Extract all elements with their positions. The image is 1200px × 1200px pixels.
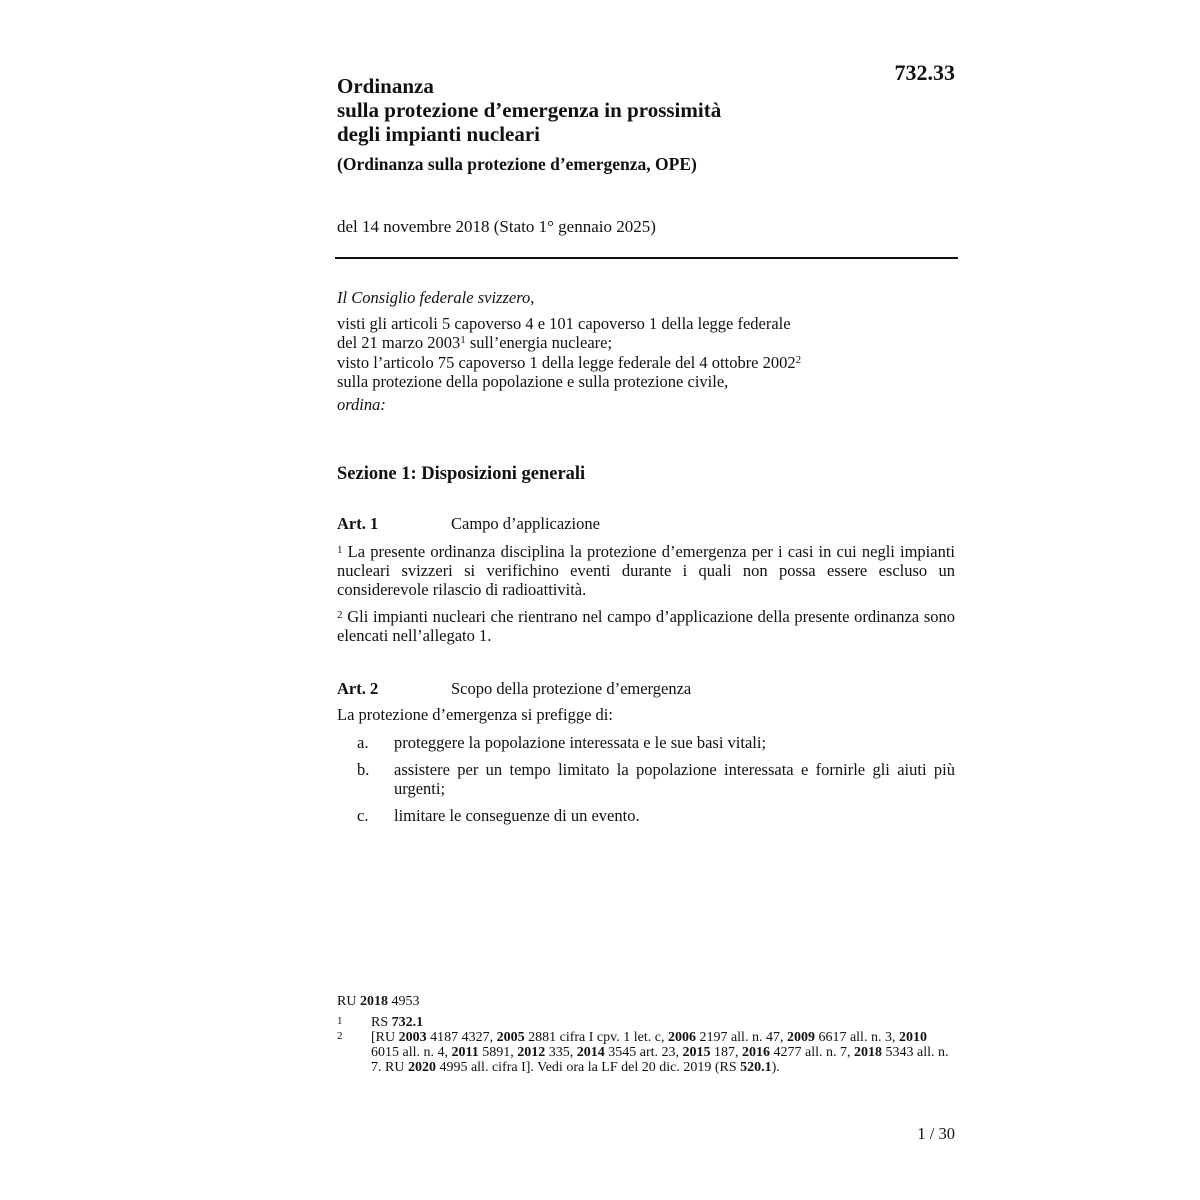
fn2-text: 187, [710, 1045, 742, 1060]
list-item-letter: a. [357, 733, 369, 752]
fn2-text: 335, [545, 1045, 577, 1060]
ru-prefix: RU [337, 994, 360, 1009]
list-item [337, 760, 955, 798]
fn2-text: 2881 cifra I cpv. 1 let. c, [524, 1030, 668, 1045]
header-rule [335, 257, 958, 259]
preamble-line-3 [337, 353, 957, 373]
footnote-2 [337, 1030, 955, 1075]
preamble-line-2 [337, 333, 957, 353]
fn2-year: 2016 [742, 1045, 770, 1060]
preamble-line-2-start: del 21 marzo 2003 [337, 333, 461, 352]
list-item-letter: b. [357, 760, 370, 779]
section-title: Sezione 1: Disposizioni generali [337, 464, 586, 484]
paragraph-number: 1 [337, 544, 343, 556]
fn2-text: 5891, [478, 1045, 518, 1060]
fn2-year: 2018 [854, 1045, 882, 1060]
fn2-year: 2009 [786, 1030, 815, 1045]
fn2-year: 2011 [451, 1045, 479, 1060]
date-line: del 14 novembre 2018 (Stato 1° gennaio 2025) [337, 217, 656, 236]
fn2-year: 2003 [398, 1030, 427, 1045]
ru-reference [337, 994, 419, 1010]
footnote-text [371, 1015, 955, 1030]
list-item-text: proteggere la popolazione interessata e le sue basi vitali; [394, 733, 767, 752]
footnote-number: 1 [337, 1015, 343, 1027]
list-item [337, 806, 955, 825]
fn2-year: 2020 [407, 1060, 436, 1075]
preamble-ordina: ordina: [337, 394, 386, 414]
preamble-line-4: sulla protezione della popolazione e sulla protezione civile, [337, 372, 729, 391]
fn1-ref: 732.1 [391, 1015, 424, 1030]
page-number: 1 / 30 [917, 1124, 955, 1143]
fn2-text: ). [771, 1060, 780, 1075]
article-1-paragraph-2 [337, 607, 955, 645]
footnote-number: 2 [337, 1030, 343, 1042]
fn2-text: 5343 all. n. 7. RU [371, 1045, 949, 1075]
article-2-list [337, 733, 955, 825]
article-2 [337, 679, 955, 825]
footnote-text [371, 1030, 955, 1075]
fn2-year: 2005 [496, 1030, 525, 1045]
article-2-intro: La protezione d’emergenza si prefigge di: [337, 705, 613, 724]
preamble [337, 288, 957, 414]
fn2-year: 2015 [682, 1045, 711, 1060]
paragraph-number: 2 [337, 609, 343, 621]
footnote-1 [337, 1015, 955, 1030]
preamble-intro: Il Consiglio federale svizzero, [337, 288, 535, 307]
fn2-text: 6015 all. n. 4, [371, 1045, 452, 1060]
title-line-2: sulla protezione d’emergenza in prossimità [337, 98, 722, 122]
short-title: (Ordinanza sulla protezione d’emergenza, OPE) [337, 154, 697, 174]
list-item-text: limitare le conseguenze di un evento. [394, 806, 640, 825]
sr-number: 732.33 [894, 60, 955, 85]
article-2-header [337, 679, 955, 699]
fn2-text: 4277 all. n. 7, [770, 1045, 854, 1060]
preamble-line-2-end: sull’energia nucleare; [465, 333, 613, 352]
fn1-prefix: RS [371, 1015, 392, 1030]
article-1-number: Art. 1 [337, 514, 379, 533]
footnotes [337, 1015, 955, 1075]
fn2-ref: 520.1 [740, 1060, 772, 1075]
paragraph-text: Gli impianti nucleari che rientrano nel campo d’applicazione della presente ordinanza sono elencati nell’allegato 1. [337, 607, 955, 645]
article-2-heading: Scopo della protezione d’emergenza [451, 679, 692, 698]
list-item-letter: c. [357, 806, 369, 825]
article-1-heading: Campo d’applicazione [451, 514, 600, 533]
fn2-text: 6617 all. n. 3, [814, 1030, 899, 1045]
title-line-3: degli impianti nucleari [337, 122, 541, 146]
fn2-text: [RU [371, 1030, 399, 1045]
preamble-line-3-text: visto l’articolo 75 capoverso 1 della legge federale del 4 ottobre 2002 [337, 352, 796, 372]
fn2-year: 2014 [576, 1045, 605, 1060]
list-item [337, 733, 955, 752]
title-line-1: Ordinanza [337, 74, 434, 98]
fn2-text: 3545 art. 23, [604, 1045, 683, 1060]
fn2-text: 4187 4327, [426, 1030, 497, 1045]
list-item-text: assistere per un tempo limitato la popolazione interessata e fornirle gli aiuti più urgenti; [394, 760, 955, 798]
fn2-year: 2010 [898, 1030, 927, 1045]
footnote-ref-2[interactable]: 2 [795, 353, 802, 366]
document-title [337, 74, 721, 146]
article-1-paragraph-1 [337, 542, 955, 599]
preamble-line-1: visti gli articoli 5 capoverso 4 e 101 capoverso 1 della legge federale [337, 313, 791, 333]
ru-page: 4953 [387, 994, 420, 1009]
footnote-ref-1[interactable]: 1 [460, 334, 466, 346]
article-2-number: Art. 2 [337, 679, 379, 698]
fn2-text: 4995 all. cifra I]. Vedi ora la LF del 20 dic. 2019 (RS [435, 1060, 741, 1075]
paragraph-text: La presente ordinanza disciplina la protezione d’emergenza per i casi in cui negli impianti nucleari svizzeri si verifichino eventi durante i quali non possa essere escluso un considerevole rilascio di radioattività. [337, 542, 956, 599]
article-1-header [337, 514, 955, 534]
ru-year: 2018 [359, 994, 388, 1009]
fn2-year: 2012 [517, 1045, 546, 1060]
article-1 [337, 514, 955, 645]
fn2-text: 2197 all. n. 47, [695, 1030, 787, 1045]
fn2-year: 2006 [667, 1030, 696, 1045]
